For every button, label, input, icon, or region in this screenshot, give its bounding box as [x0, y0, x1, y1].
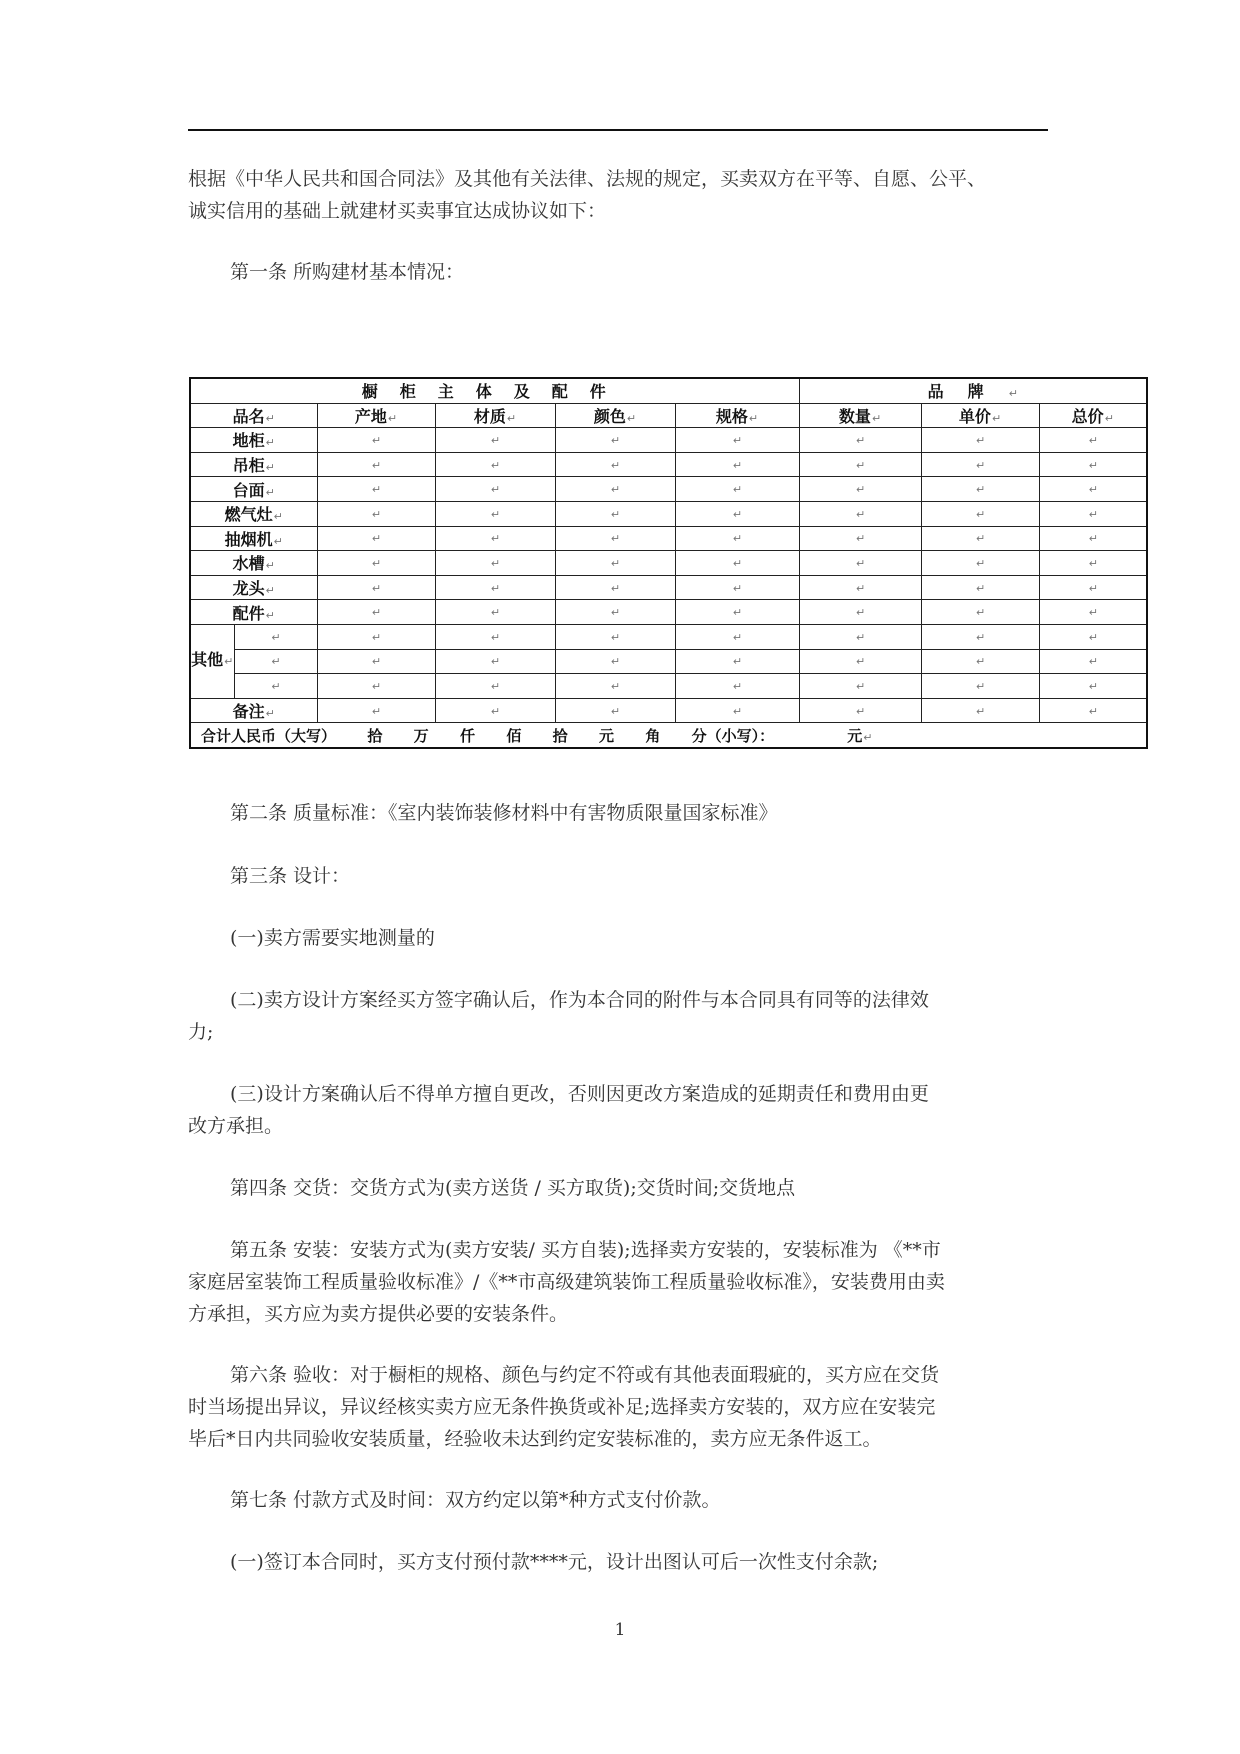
table-cell — [675, 551, 799, 576]
paragraph-mark: ↵ — [265, 608, 275, 622]
table-cell — [921, 698, 1039, 723]
column-header — [435, 403, 555, 428]
paragraph-mark: ↵ — [1088, 458, 1098, 472]
table-cell — [1039, 649, 1147, 674]
paragraph-mark: ↵ — [1088, 433, 1098, 447]
paragraph-mark: ↵ — [610, 655, 621, 669]
table-cell — [921, 428, 1039, 453]
paragraph-mark: ↵ — [610, 483, 621, 497]
paragraph-mark: ↵ — [732, 556, 743, 570]
column-header-label: 材质 — [473, 406, 506, 426]
paragraph-mark: ↵ — [610, 630, 621, 644]
row-label-text: 水槽 — [232, 554, 265, 574]
table-cell — [921, 477, 1039, 502]
paragraph-mark: ↵ — [490, 581, 501, 595]
paragraph-mark: ↵ — [975, 606, 986, 620]
row-label — [190, 501, 317, 526]
product-spec-table — [189, 377, 1148, 749]
paragraph-mark: ↵ — [371, 704, 382, 718]
paragraph-mark: ↵ — [1088, 655, 1098, 669]
table-cell — [1039, 501, 1147, 526]
paragraph-mark: ↵ — [1104, 411, 1114, 425]
article-paragraph — [188, 922, 1048, 954]
article-line: 第六条 验收：对于橱柜的规格、颜色与约定不符或有其他表面瑕疵的，买方应在交货 — [230, 1364, 940, 1386]
row-label — [190, 600, 317, 625]
table-cell — [675, 575, 799, 600]
paragraph-mark: ↵ — [1088, 606, 1098, 620]
paragraph-mark: ↵ — [855, 483, 866, 497]
table-cell — [921, 526, 1039, 551]
paragraph-mark: ↵ — [855, 655, 866, 669]
table-cell — [435, 624, 555, 649]
table-cell — [799, 477, 921, 502]
paragraph-mark: ↵ — [1088, 679, 1098, 693]
article-line: (一)卖方需要实地测量的 — [230, 927, 435, 949]
paragraph-mark: ↵ — [371, 556, 382, 570]
table-cell — [799, 698, 921, 723]
article-line: 第四条 交货：交货方式为(卖方送货 / 买方取货);交货时间;交货地点 — [230, 1177, 796, 1199]
paragraph-mark: ↵ — [732, 483, 743, 497]
paragraph-mark: ↵ — [991, 411, 1002, 425]
paragraph-mark: ↵ — [387, 411, 398, 425]
table-cell — [921, 624, 1039, 649]
paragraph-mark: ↵ — [975, 630, 986, 644]
paragraph-mark: ↵ — [975, 556, 986, 570]
page-number: 1 — [614, 1620, 626, 1640]
table-cell — [317, 452, 435, 477]
table-cell — [317, 526, 435, 551]
table-row — [190, 452, 1147, 477]
paragraph-mark: ↵ — [371, 655, 382, 669]
article-paragraph — [188, 984, 1048, 1048]
article-line: (一)签订本合同时，买方支付预付款****元，设计出图认可后一次性支付余款; — [230, 1551, 879, 1573]
table-cell — [921, 600, 1039, 625]
table-cell — [317, 428, 435, 453]
paragraph-mark: ↵ — [610, 581, 621, 595]
row-label-text: 燃气灶 — [224, 505, 273, 525]
paragraph-mark: ↵ — [610, 433, 621, 447]
table-cell — [675, 649, 799, 674]
table-cell — [675, 674, 799, 699]
column-header-label: 单价 — [958, 406, 991, 426]
table-cell — [555, 501, 675, 526]
table-cell — [555, 649, 675, 674]
table-cell — [675, 600, 799, 625]
paragraph-mark: ↵ — [273, 510, 283, 524]
table-cell — [799, 452, 921, 477]
table-cell — [317, 575, 435, 600]
article-line: 改方承担。 — [188, 1115, 284, 1137]
paragraph-mark: ↵ — [371, 581, 382, 595]
paragraph-mark: ↵ — [271, 655, 281, 669]
table-row — [190, 575, 1147, 600]
paragraph-mark: ↵ — [610, 679, 621, 693]
table-cell — [555, 624, 675, 649]
table-cell — [1039, 452, 1147, 477]
paragraph-mark: ↵ — [975, 433, 986, 447]
paragraph-mark: ↵ — [732, 581, 743, 595]
other-label-text: 其他 — [191, 650, 224, 670]
column-header — [190, 403, 317, 428]
table-cell — [1039, 624, 1147, 649]
paragraph-mark: ↵ — [610, 606, 621, 620]
paragraph-mark: ↵ — [732, 433, 743, 447]
table-cell — [921, 575, 1039, 600]
row-label-text: 地柜 — [232, 431, 265, 451]
paragraph-mark: ↵ — [265, 707, 275, 721]
row-label — [190, 698, 317, 723]
paragraph-mark: ↵ — [855, 581, 866, 595]
paragraph-mark: ↵ — [871, 411, 882, 425]
table-cell — [1039, 698, 1147, 723]
article-line: 家庭居室装饰工程质量验收标准》/《**市高级建筑装饰工程质量验收标准》，安装费用由卖 — [188, 1271, 945, 1293]
row-label — [190, 477, 317, 502]
table-row — [190, 551, 1147, 576]
table-cell — [675, 624, 799, 649]
table-total-row — [190, 723, 1147, 748]
article-paragraph — [188, 1234, 1048, 1330]
table-row — [190, 428, 1147, 453]
table-cell — [921, 649, 1039, 674]
paragraph-mark: ↵ — [732, 679, 743, 693]
article-paragraph — [188, 860, 1048, 892]
paragraph-mark: ↵ — [732, 458, 743, 472]
intro-paragraph — [188, 163, 1048, 227]
table-cell — [435, 501, 555, 526]
table-cell — [555, 477, 675, 502]
table-cell — [555, 600, 675, 625]
row-label — [190, 526, 317, 551]
article-line: 第七条 付款方式及时间：双方约定以第*种方式支付价款。 — [230, 1489, 721, 1511]
paragraph-mark: ↵ — [855, 532, 866, 546]
column-header-label: 总价 — [1071, 406, 1104, 426]
paragraph-mark: ↵ — [371, 630, 382, 644]
column-header-label: 数量 — [838, 406, 871, 426]
table-cell — [675, 526, 799, 551]
article-paragraph — [188, 1484, 1048, 1516]
table-cell — [1039, 526, 1147, 551]
row-label — [190, 575, 317, 600]
article-1-heading: 第一条 所购建材基本情况： — [230, 261, 465, 283]
table-cell — [675, 452, 799, 477]
paragraph-mark: ↵ — [490, 556, 501, 570]
table-row-remark — [190, 698, 1147, 723]
paragraph-mark: ↵ — [863, 730, 873, 744]
paragraph-mark: ↵ — [273, 534, 283, 548]
article-paragraph — [188, 1078, 1048, 1142]
table-title-brand: 品牌↵ — [799, 378, 1147, 403]
table-cell — [435, 698, 555, 723]
table-cell — [317, 551, 435, 576]
article-line: 第五条 安装：安装方式为(卖方安装/ 买方自装);选择卖方安装的，安装标准为 《**市 — [230, 1239, 941, 1261]
paragraph-mark: ↵ — [265, 559, 275, 573]
table-cell — [317, 600, 435, 625]
table-cell — [317, 501, 435, 526]
row-label — [190, 452, 317, 477]
table-cell — [799, 624, 921, 649]
paragraph-mark: ↵ — [271, 679, 281, 693]
paragraph-mark: ↵ — [732, 655, 743, 669]
remark-label: 备注 — [232, 702, 265, 722]
article-line: 毕后*日内共同验收安装质量，经验收未达到约定安装标准的，卖方应无条件返工。 — [188, 1428, 882, 1450]
paragraph-mark: ↵ — [490, 458, 501, 472]
table-cell — [555, 428, 675, 453]
table-cell — [799, 526, 921, 551]
paragraph-mark: ↵ — [1088, 532, 1098, 546]
paragraph-mark: ↵ — [490, 655, 501, 669]
paragraph-mark: ↵ — [490, 606, 501, 620]
table-cell — [555, 452, 675, 477]
table-cell — [1039, 551, 1147, 576]
table-cell — [555, 526, 675, 551]
paragraph-mark: ↵ — [1088, 581, 1098, 595]
total-amount-text: 合计人民币（大写） 拾 万 仟 佰 拾 元 角 分（小写）： 元 — [201, 726, 863, 745]
article-paragraph — [188, 1546, 1048, 1578]
paragraph-mark: ↵ — [506, 411, 517, 425]
paragraph-mark: ↵ — [1088, 556, 1098, 570]
paragraph-mark: ↵ — [975, 655, 986, 669]
table-cell — [921, 501, 1039, 526]
paragraph-mark: ↵ — [490, 704, 501, 718]
paragraph-mark: ↵ — [732, 704, 743, 718]
table-cell — [435, 452, 555, 477]
paragraph-mark: ↵ — [855, 433, 866, 447]
article-line: 方承担，买方应为卖方提供必要的安装条件。 — [188, 1303, 569, 1325]
table-cell — [675, 698, 799, 723]
table-cell — [1039, 575, 1147, 600]
table-cell — [799, 551, 921, 576]
table-cell — [435, 477, 555, 502]
article-line: 时当场提出异议，异议经核实卖方应无条件换货或补足;选择卖方安装的，双方应在安装完 — [188, 1396, 936, 1418]
paragraph-mark: ↵ — [490, 630, 501, 644]
paragraph-mark: ↵ — [1088, 483, 1098, 497]
table-row — [190, 477, 1147, 502]
table-cell — [555, 575, 675, 600]
paragraph-mark: ↵ — [975, 507, 986, 521]
article-line: 第三条 设计： — [230, 865, 351, 887]
paragraph-mark: ↵ — [732, 606, 743, 620]
table-cell — [921, 551, 1039, 576]
column-header-label: 颜色 — [593, 406, 626, 426]
paragraph-mark: ↵ — [610, 704, 621, 718]
paragraph-mark: ↵ — [265, 584, 275, 598]
paragraph-mark: ↵ — [1088, 704, 1098, 718]
table-cell — [799, 600, 921, 625]
intro-line: 根据《中华人民共和国合同法》及其他有关法律、法规的规定，买卖双方在平等、自愿、公平、 — [188, 168, 987, 190]
row-label-text: 吊柜 — [232, 456, 265, 476]
table-cell — [799, 674, 921, 699]
table-cell — [1039, 477, 1147, 502]
table-cell — [799, 501, 921, 526]
header-rule — [188, 129, 1048, 131]
paragraph-mark: ↵ — [855, 704, 866, 718]
table-row-other — [190, 649, 1147, 674]
row-label — [190, 551, 317, 576]
paragraph-mark: ↵ — [610, 532, 621, 546]
table-cell — [921, 452, 1039, 477]
article-line: 第二条 质量标准：《室内装饰装修材料中有害物质限量国家标准》 — [230, 802, 778, 824]
row-label-text: 抽烟机 — [224, 529, 273, 549]
paragraph-mark: ↵ — [975, 581, 986, 595]
paragraph-mark: ↵ — [975, 458, 986, 472]
article-line: (三)设计方案确认后不得单方擅自更改，否则因更改方案造成的延期责任和费用由更 — [230, 1083, 929, 1105]
paragraph-mark: ↵ — [732, 532, 743, 546]
table-cell — [435, 428, 555, 453]
table-cell — [555, 674, 675, 699]
paragraph-mark: ↵ — [265, 436, 275, 450]
paragraph-mark: ↵ — [371, 679, 382, 693]
table-cell — [435, 526, 555, 551]
paragraph-mark: ↵ — [732, 507, 743, 521]
row-label-text: 配件 — [232, 603, 265, 623]
table-cell — [435, 674, 555, 699]
table-cell — [317, 674, 435, 699]
paragraph-mark: ↵ — [490, 483, 501, 497]
row-label-text: 台面 — [232, 480, 265, 500]
paragraph-mark: ↵ — [855, 606, 866, 620]
paragraph-mark: ↵ — [855, 556, 866, 570]
column-header-label: 品名 — [232, 406, 265, 426]
table-cell — [1039, 674, 1147, 699]
column-header-label: 产地 — [354, 406, 387, 426]
table-cell — [675, 501, 799, 526]
paragraph-mark: ↵ — [975, 679, 986, 693]
paragraph-mark: ↵ — [855, 507, 866, 521]
table-cell — [435, 551, 555, 576]
paragraph-mark: ↵ — [371, 532, 382, 546]
table-cell — [435, 649, 555, 674]
table-row-other — [190, 624, 1147, 649]
column-header — [799, 403, 921, 428]
row-label — [190, 428, 317, 453]
paragraph-mark: ↵ — [490, 507, 501, 521]
paragraph-mark: ↵ — [265, 461, 275, 475]
table-cell — [317, 649, 435, 674]
table-cell — [799, 649, 921, 674]
paragraph-mark: ↵ — [855, 679, 866, 693]
table-cell — [317, 477, 435, 502]
table-row — [190, 501, 1147, 526]
column-header-label: 规格 — [715, 406, 748, 426]
table-cell — [1039, 428, 1147, 453]
row-label-text: 龙头 — [232, 579, 265, 599]
table-row-other — [190, 674, 1147, 699]
paragraph-mark: ↵ — [975, 704, 986, 718]
column-header — [317, 403, 435, 428]
paragraph-mark: ↵ — [626, 411, 637, 425]
column-header — [555, 403, 675, 428]
paragraph-mark: ↵ — [224, 655, 234, 669]
intro-line: 诚实信用的基础上就建材买卖事宜达成协议如下： — [188, 200, 607, 222]
table-cell — [435, 600, 555, 625]
paragraph-mark: ↵ — [855, 630, 866, 644]
paragraph-mark: ↵ — [490, 532, 501, 546]
table-row — [190, 600, 1147, 625]
paragraph-mark: ↵ — [371, 483, 382, 497]
table-row — [190, 526, 1147, 551]
paragraph-mark: ↵ — [732, 630, 743, 644]
table-title-row — [190, 378, 1147, 403]
paragraph-mark: ↵ — [371, 606, 382, 620]
paragraph-mark: ↵ — [490, 433, 501, 447]
table-cell — [234, 649, 317, 674]
paragraph-mark: ↵ — [610, 507, 621, 521]
table-title-main: 橱柜主体及配件 — [190, 378, 799, 403]
total-amount — [190, 723, 1147, 748]
article-paragraph — [188, 797, 1048, 829]
other-label — [190, 624, 234, 698]
table-cell — [555, 698, 675, 723]
paragraph-mark: ↵ — [371, 433, 382, 447]
paragraph-mark: ↵ — [975, 483, 986, 497]
article-paragraph — [188, 1172, 1048, 1204]
paragraph-mark: ↵ — [1088, 507, 1098, 521]
table-cell — [675, 428, 799, 453]
paragraph-mark: ↵ — [855, 458, 866, 472]
table-cell — [1039, 600, 1147, 625]
table-cell — [234, 624, 317, 649]
table-cell — [317, 624, 435, 649]
paragraph-mark: ↵ — [265, 485, 275, 499]
paragraph-mark: ↵ — [610, 458, 621, 472]
paragraph-mark: ↵ — [748, 411, 759, 425]
column-header — [675, 403, 799, 428]
column-header — [921, 403, 1039, 428]
paragraph-mark: ↵ — [371, 507, 382, 521]
paragraph-mark: ↵ — [610, 556, 621, 570]
paragraph-mark: ↵ — [1088, 630, 1098, 644]
table-cell — [799, 575, 921, 600]
paragraph-mark: ↵ — [271, 630, 281, 644]
column-header — [1039, 403, 1147, 428]
table-cell — [675, 477, 799, 502]
table-header-row — [190, 403, 1147, 428]
table-cell — [799, 428, 921, 453]
article-paragraph — [188, 1359, 1048, 1455]
table-cell — [234, 674, 317, 699]
paragraph-mark: ↵ — [371, 458, 382, 472]
table-cell — [921, 674, 1039, 699]
table-cell — [317, 698, 435, 723]
table-cell — [555, 551, 675, 576]
paragraph-mark: ↵ — [265, 411, 275, 425]
paragraph-mark: ↵ — [975, 532, 986, 546]
table-cell — [435, 575, 555, 600]
paragraph-mark: ↵ — [490, 679, 501, 693]
article-line: (二)卖方设计方案经买方签字确认后，作为本合同的附件与本合同具有同等的法律效 — [230, 989, 929, 1011]
article-line: 力; — [188, 1021, 214, 1043]
